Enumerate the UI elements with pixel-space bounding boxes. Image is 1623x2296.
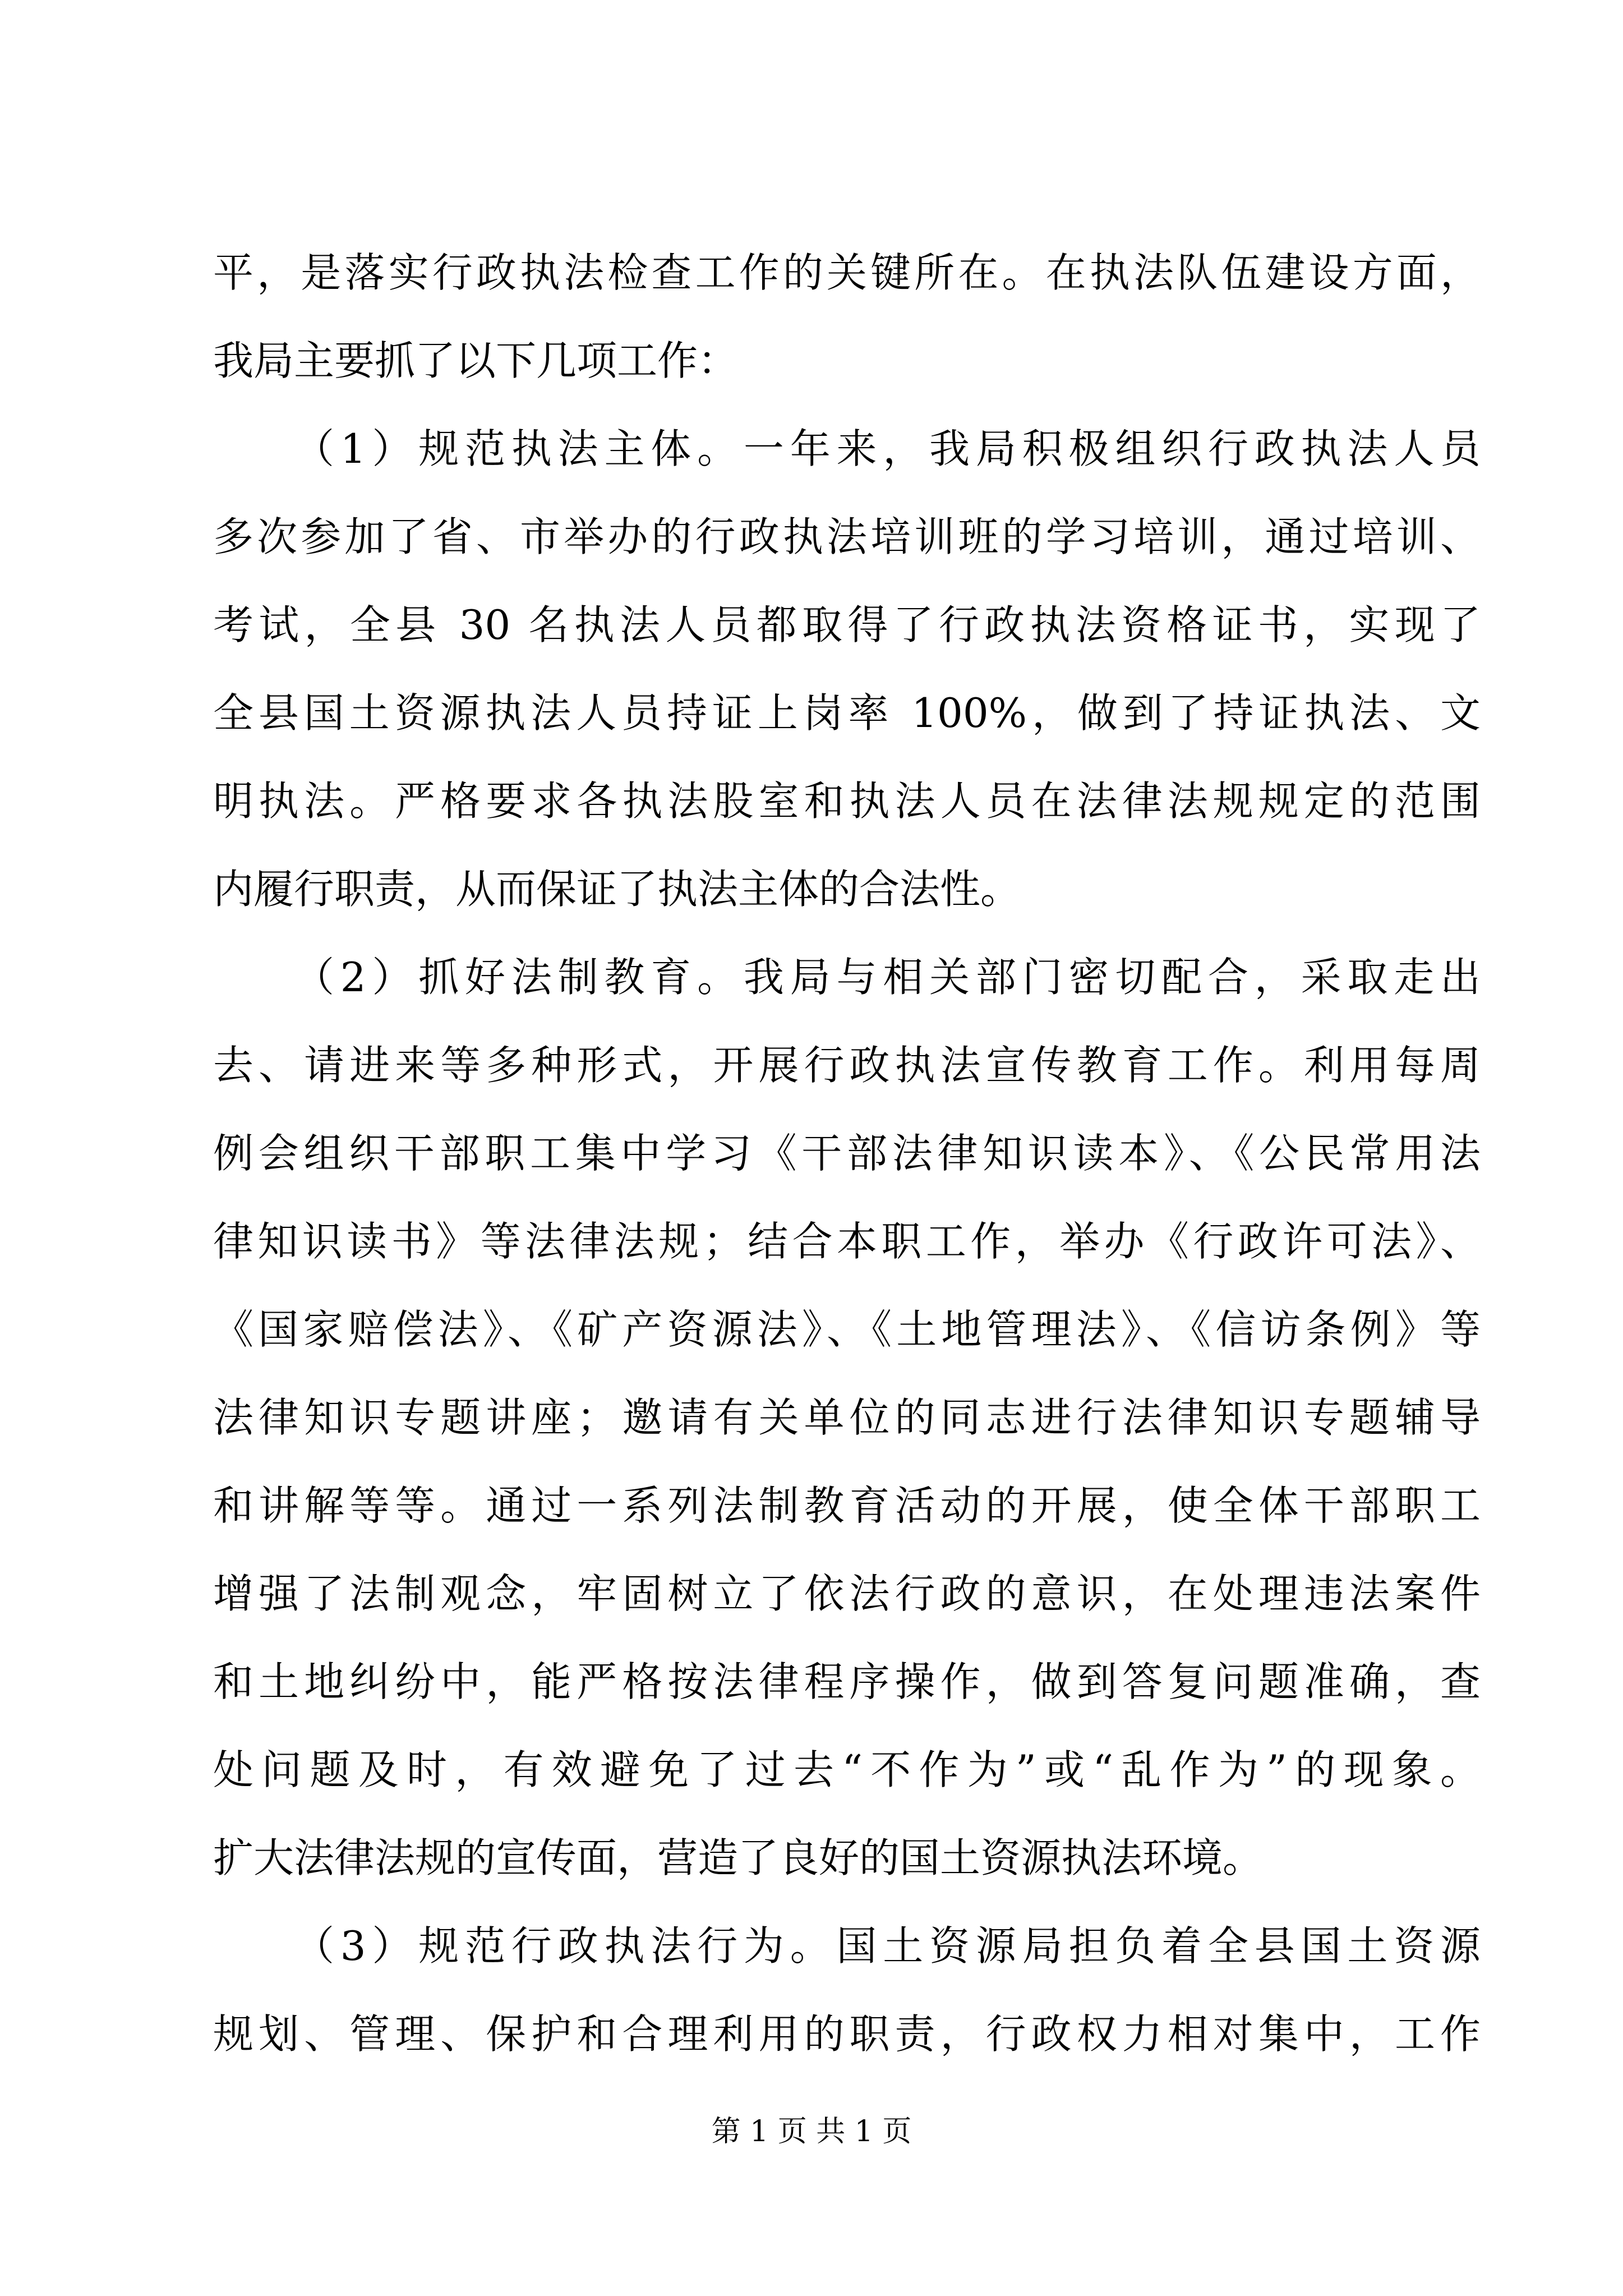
- text-line: 明执法。严格要求各执法股室和执法人员在法律法规规定的范围: [213, 777, 1481, 825]
- page-footer: 第 1 页 共 1 页: [711, 2115, 912, 2148]
- text-line: 法律知识专题讲座；邀请有关单位的同志进行法律知识专题辅导: [213, 1394, 1481, 1441]
- text-line: （1）规范执法主体。一年来，我局积极组织行政执法人员: [294, 425, 1481, 472]
- text-line: 和讲解等等。通过一系列法制教育活动的开展，使全体干部职工: [213, 1482, 1481, 1529]
- text-line: 例会组织干部职工集中学习《干部法律知识读本》、《公民常用法: [213, 1130, 1481, 1177]
- text-line: 处问题及时，有效避免了过去“不作为”或“乱作为”的现象。: [213, 1746, 1481, 1793]
- text-line: 律知识读书》等法律法规；结合本职工作，举办《行政许可法》、: [213, 1218, 1481, 1265]
- text-line: 《国家赔偿法》、《矿产资源法》、《土地管理法》、《信访条例》等: [213, 1306, 1481, 1353]
- text-line: 全县国土资源执法人员持证上岗率 100%，做到了持证执法、文: [213, 689, 1481, 737]
- text-line: （2）抓好法制教育。我局与相关部门密切配合，采取走出: [294, 954, 1481, 1001]
- text-line: 去、请进来等多种形式，开展行政执法宣传教育工作。利用每周: [213, 1042, 1481, 1089]
- text-line: 和土地纠纷中，能严格按法律程序操作，做到答复问题准确，查: [213, 1658, 1481, 1705]
- text-line: 扩大法律法规的宣传面，营造了良好的国土资源执法环境。: [213, 1834, 1264, 1881]
- text-line: 增强了法制观念，牢固树立了依法行政的意识，在处理违法案件: [213, 1570, 1481, 1617]
- text-line: 多次参加了省、市举办的行政执法培训班的学习培训，通过培训、: [213, 513, 1481, 560]
- text-line: 平，是落实行政执法检查工作的关键所在。在执法队伍建设方面，: [213, 249, 1481, 296]
- text-line: 内履行职责，从而保证了执法主体的合法性。: [213, 866, 1021, 913]
- document-body: [213, 229, 1481, 2078]
- text-line: 我局主要抓了以下几项工作：: [213, 337, 739, 384]
- text-line: （3）规范行政执法行为。国土资源局担负着全县国土资源: [294, 1922, 1481, 1970]
- text-line: 规划、管理、保护和合理利用的职责，行政权力相对集中，工作: [213, 2010, 1481, 2058]
- text-line: 考试，全县 30 名执法人员都取得了行政执法资格证书，实现了: [213, 601, 1481, 648]
